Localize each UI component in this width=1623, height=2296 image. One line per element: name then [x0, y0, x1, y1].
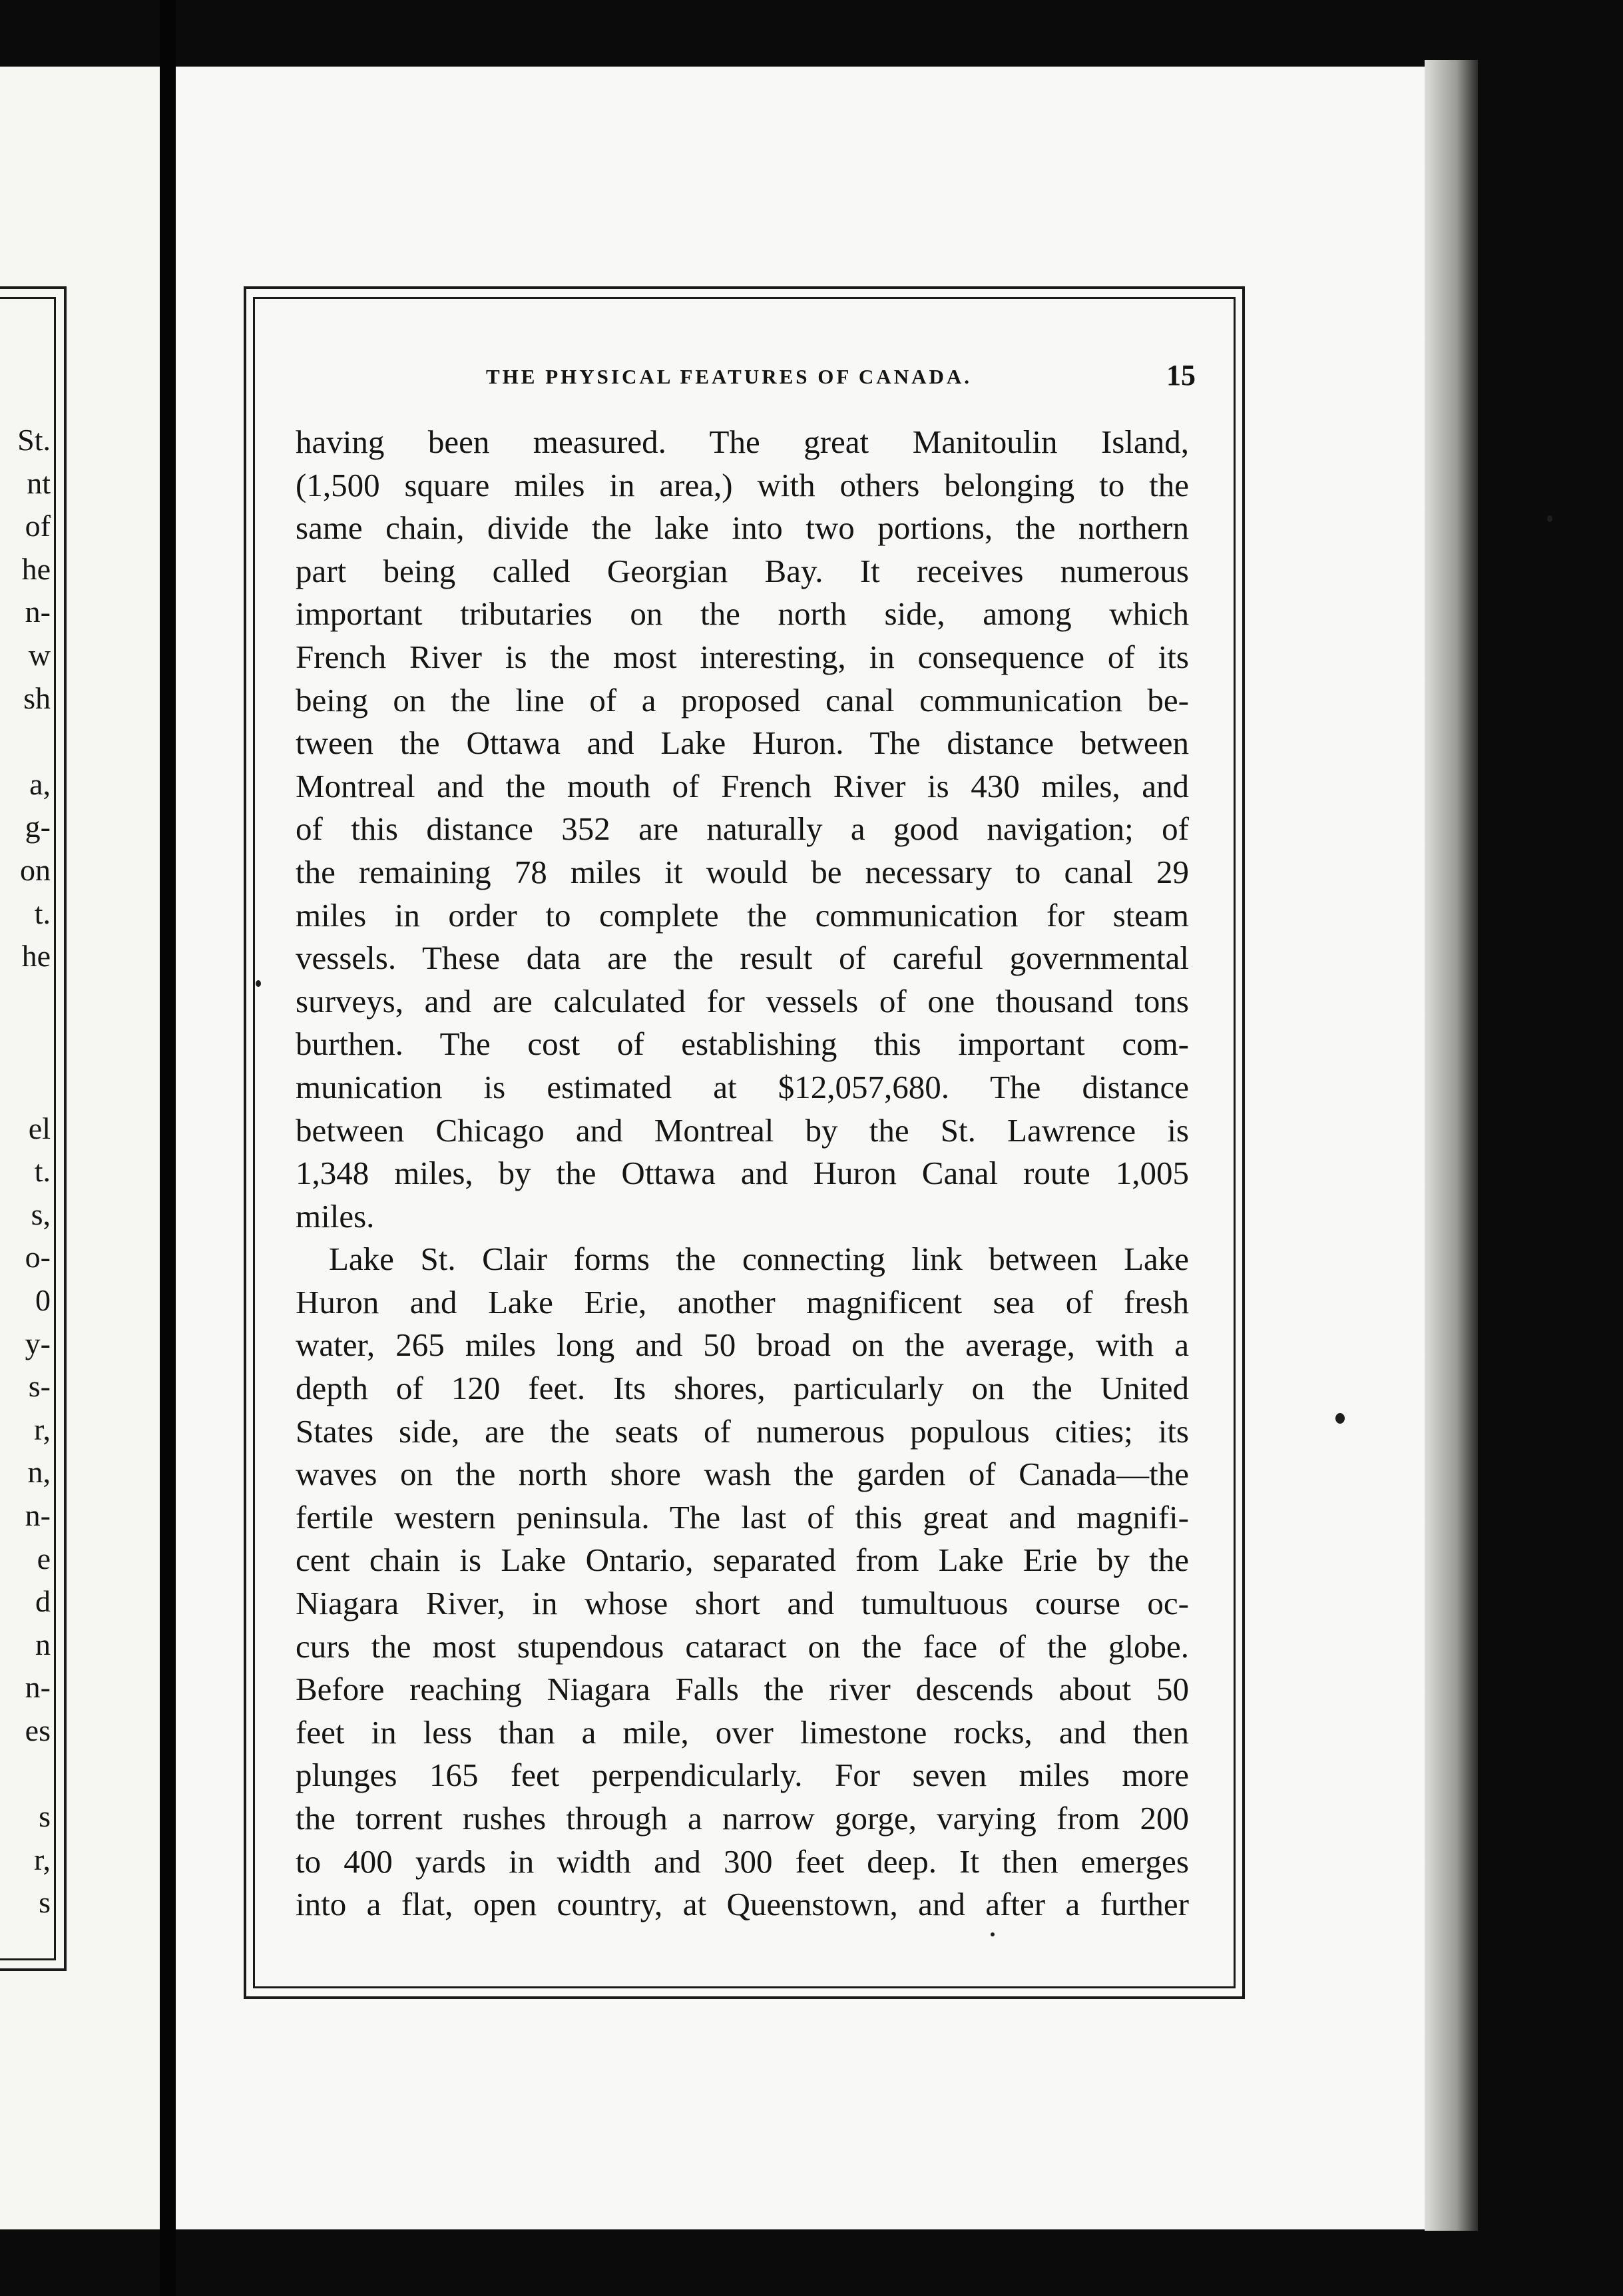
page-number: 15 [1166, 359, 1196, 392]
previous-page-line-fragment: n [35, 1627, 51, 1661]
previous-page-line-fragment: s [39, 1799, 51, 1834]
text-line: Niagara River, in whose short and tumultuous course oc- [296, 1585, 1189, 1622]
previous-page-line-fragment: t. [34, 1154, 51, 1189]
running-head: THE PHYSICAL FEATURES OF CANADA. [486, 365, 972, 388]
text-line: depth of 120 feet. Its shores, particularly on the United [296, 1370, 1189, 1407]
previous-page-line-fragment: a, [29, 766, 51, 801]
text-line: to 400 yards in width and 300 feet deep. It then emerges [296, 1843, 1189, 1880]
previous-page-line-fragment: on [20, 853, 51, 887]
previous-page-line-fragment: n- [25, 595, 51, 629]
previous-page-line-fragment: s, [31, 1197, 51, 1231]
text-line: (1,500 square miles in area,) with others belonging to the [296, 466, 1189, 503]
previous-page-line-fragment: el [28, 1111, 51, 1145]
page-edge-shadow [1425, 60, 1478, 2231]
previous-page-line-fragment: nt [27, 465, 51, 500]
previous-page-line-fragment: St. [17, 423, 51, 457]
text-line: munication is estimated at $12,057,680. The distance [296, 1068, 1189, 1105]
text-line: Before reaching Niagara Falls the river descends about 50 [296, 1671, 1189, 1708]
text-line: having been measured. The great Manitoulin Island, [296, 424, 1189, 460]
text-line: French River is the most interesting, in consequence of its [296, 638, 1189, 675]
text-line: States side, are the seats of numerous populous cities; its [296, 1412, 1189, 1450]
print-speck [256, 980, 261, 987]
previous-page-line-fragment: n- [25, 1670, 51, 1705]
text-line: burthen. The cost of establishing this important com- [296, 1025, 1189, 1063]
text-line: miles in order to complete the communication for steam [296, 896, 1189, 934]
print-speck [1335, 1413, 1345, 1424]
previous-page-line-fragment: he [21, 551, 51, 586]
text-line: plunges 165 feet perpendicularly. For seven miles more [296, 1757, 1189, 1794]
previous-page-line-fragment: d [35, 1584, 51, 1619]
previous-page-line-fragment: he [21, 939, 51, 974]
text-line: the remaining 78 miles it would be necessary to canal 29 [296, 853, 1189, 890]
text-line: Montreal and the mouth of French River is 430 miles, and [296, 767, 1189, 804]
text-line: important tributaries on the north side, among which [296, 595, 1189, 633]
text-line: miles. [296, 1197, 375, 1235]
text-line: part being called Georgian Bay. It receives numerous [296, 552, 1189, 589]
previous-page-line-fragment: es [25, 1713, 51, 1747]
body-text [296, 421, 1189, 1926]
previous-page-line-fragment: s- [28, 1369, 51, 1404]
text-line: tween the Ottawa and Lake Huron. The distance between [296, 724, 1189, 762]
text-line: between Chicago and Montreal by the St. Lawrence is [296, 1111, 1189, 1149]
text-line: being on the line of a proposed canal communication be- [296, 681, 1189, 718]
previous-page-line-fragment: r, [34, 1842, 51, 1876]
previous-page-line-fragment: e [37, 1541, 51, 1576]
text-line: into a flat, open country, at Queenstown, and after a further [296, 1886, 1189, 1923]
text-line: same chain, divide the lake into two portions, the northern [296, 509, 1189, 547]
text-line: of this distance 352 are naturally a good navigation; of [296, 810, 1189, 848]
previous-page-line-fragment: t. [34, 896, 51, 930]
text-line: 1,348 miles, by the Ottawa and Huron Canal route 1,005 [296, 1155, 1189, 1192]
book-gutter [160, 0, 176, 2296]
text-line: fertile western peninsula. The last of this great and magnifi- [296, 1498, 1189, 1536]
text-line: curs the most stupendous cataract on the face of the globe. [296, 1627, 1189, 1665]
previous-page-line-fragment: 0 [35, 1283, 51, 1317]
previous-page-line-fragment: o- [25, 1240, 51, 1275]
previous-page-line-fragment: n- [25, 1498, 51, 1532]
print-speck [1547, 515, 1552, 522]
previous-page-line-fragment: y- [25, 1326, 51, 1360]
text-line: water, 265 miles long and 50 broad on the average, with a [296, 1326, 1189, 1364]
text-line: Lake St. Clair forms the connecting link between Lake [329, 1241, 1189, 1278]
text-line: cent chain is Lake Ontario, separated from Lake Erie by the [296, 1542, 1189, 1579]
text-line: waves on the north shore wash the garden of Canada—the [296, 1456, 1189, 1493]
print-speck [991, 1932, 995, 1936]
previous-page-line-fragment: n, [27, 1455, 51, 1490]
previous-page-line-fragment: w [28, 638, 51, 672]
previous-page-line-fragment: of [25, 509, 51, 543]
previous-page-line-fragment: g- [25, 810, 51, 844]
text-line: vessels. These data are the result of careful governmental [296, 940, 1189, 977]
previous-page-line-fragment: r, [34, 1412, 51, 1446]
text-line: surveys, and are calculated for vessels of one thousand tons [296, 982, 1189, 1019]
text-line: feet in less than a mile, over limestone rocks, and then [296, 1713, 1189, 1751]
previous-page-line-fragment: sh [23, 681, 51, 715]
text-line: the torrent rushes through a narrow gorge, varying from 200 [296, 1800, 1189, 1837]
previous-page-line-fragment: s [39, 1885, 51, 1920]
text-line: Huron and Lake Erie, another magnificent sea of fresh [296, 1283, 1189, 1320]
